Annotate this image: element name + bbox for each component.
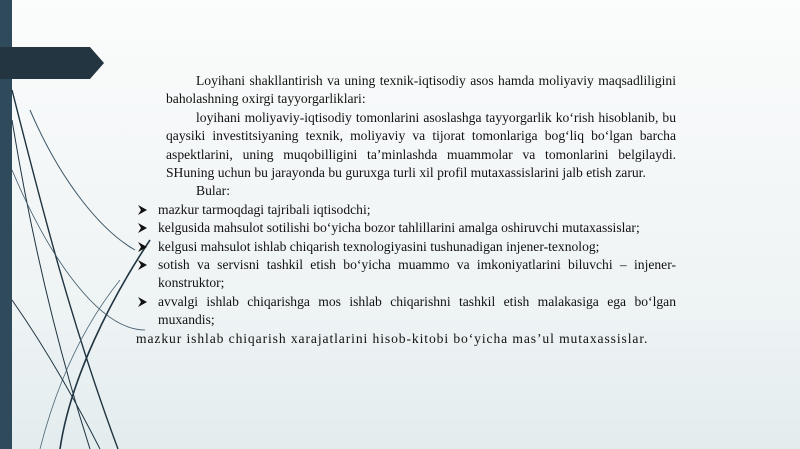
arrowhead-bullet-icon: [136, 219, 150, 237]
slide-content: [136, 72, 676, 348]
bullet-list: [136, 201, 676, 330]
list-item: sotish va servisni tashkil etish bo‘yicha muammo va imkoniyatlarini biluvchi – injener-konstruktor;: [136, 256, 676, 293]
body-paragraph: loyihani moliyaviy-iqtisodiy tomonlarini asoslashga tayyorgarlik ko‘rish hisoblanib, bu qaysiki investitsiyaning texnik, moliyaviy va tijorat tomonlariga bog‘liq bo‘lgan barcha aspektlarini, uning muqobilligini ta’minlashda muammolar va tomonlarini belgilaydi. SHuning uchun bu jarayonda bu guruxga turli xil profil mutaxassislarini jalb etish zarur.: [166, 109, 676, 181]
list-item: avvalgi ishlab chiqarishga mos ishlab chiqarishni tashkil etish malakasiga ega bo‘lgan muxandis;: [136, 293, 676, 330]
list-item: kelgusida mahsulot sotilishi bo‘yicha bozor tahlillarini amalga oshiruvchi mutaxassislar;: [136, 219, 676, 237]
arrow-tab-icon: [0, 47, 104, 79]
list-item: mazkur tarmoqdagi tajribali iqtisodchi;: [136, 201, 676, 219]
heading-paragraph: Loyihani shakllantirish va uning texnik-iqtisodiy asos hamda moliyaviy maqsadliligini baholashning oxirgi tayyorgarliklari:: [166, 73, 676, 107]
list-item: kelgusi mahsulot ishlab chiqarish texnologiyasini tushunadigan injener-texnolog;: [136, 238, 676, 256]
arrowhead-bullet-icon: [136, 201, 150, 219]
arrowhead-bullet-icon: [136, 238, 150, 256]
closing-paragraph: mazkur ishlab chiqarish xarajatlarini hisob-kitobi bo‘yicha mas’ul mutaxassislar.: [136, 330, 649, 346]
bular-label: Bular:: [196, 183, 230, 199]
arrowhead-bullet-icon: [136, 256, 150, 274]
arrowhead-bullet-icon: [136, 293, 150, 311]
